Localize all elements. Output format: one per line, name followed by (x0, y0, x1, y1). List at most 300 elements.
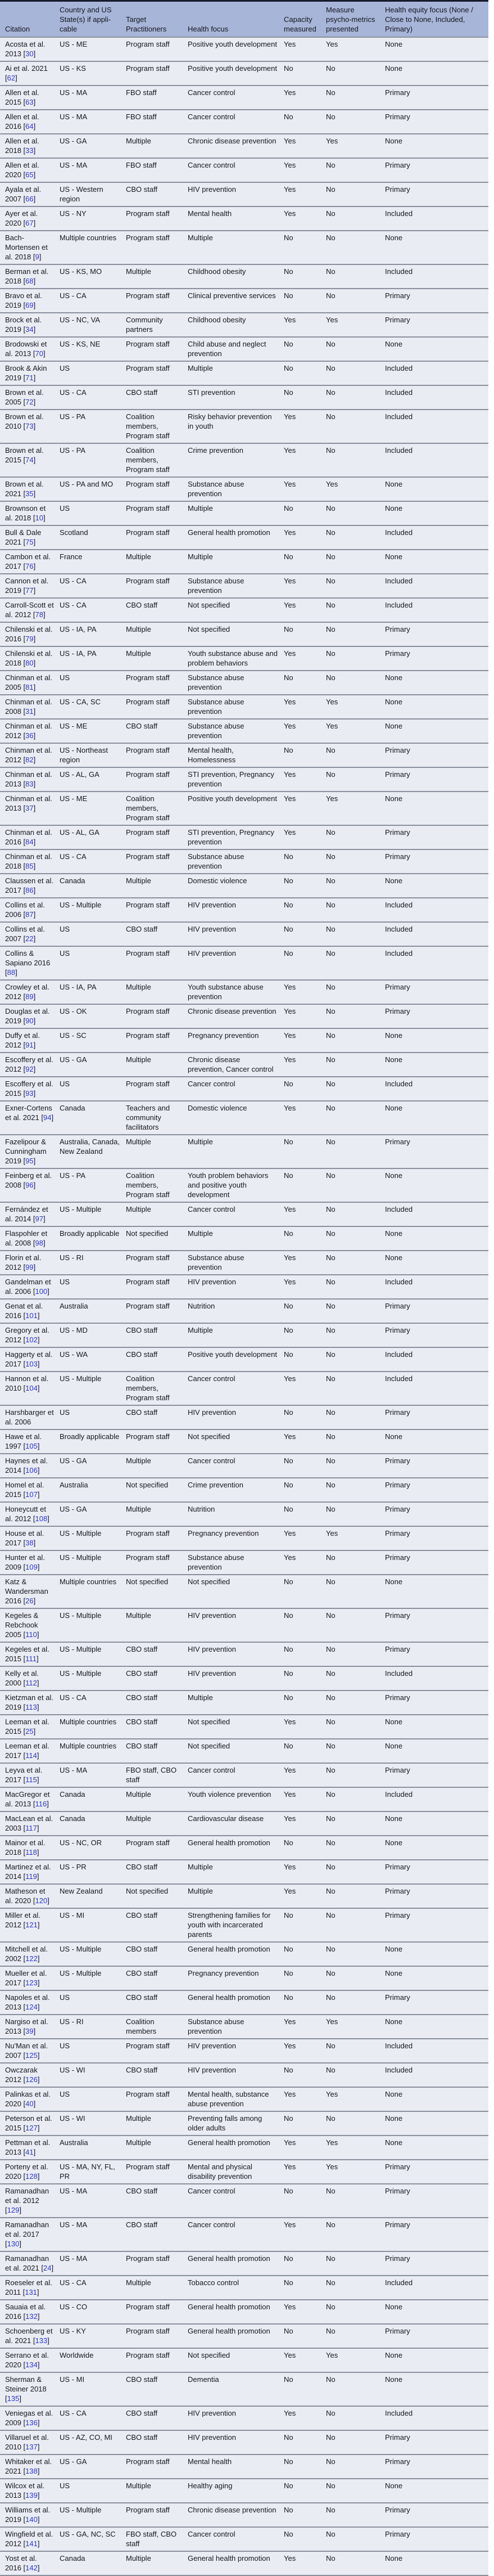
reference-link[interactable]: 120 (35, 1896, 48, 1905)
psychometrics-cell: No (326, 2433, 336, 2442)
country-cell: US - AL, GA (60, 770, 99, 779)
psychometrics-cell: No (326, 1138, 336, 1146)
table-row (0, 2015, 488, 2039)
citation-text: Carroll-Scott et al. 2012 (5, 601, 54, 619)
capacity-cell: Yes (284, 1814, 296, 1823)
capacity-cell: Yes (284, 698, 296, 706)
table-row (0, 231, 488, 264)
reference-link[interactable]: 87 (25, 910, 34, 919)
health-focus-cell: Cancer control (188, 1205, 235, 1213)
reference-link[interactable]: 75 (25, 538, 34, 546)
health-focus-cell: General health promotion (188, 2303, 270, 2311)
psychometrics-cell: No (326, 2530, 336, 2538)
citation-cell (0, 2039, 60, 2063)
reference-link[interactable]: 76 (25, 562, 34, 570)
reference-link[interactable]: 34 (25, 325, 34, 334)
country-cell: Multiple countries (60, 1718, 117, 1726)
citation-ref: [116] (33, 1800, 49, 1808)
reference-link[interactable]: 83 (25, 780, 34, 788)
health-focus-cell: HIV prevention (188, 2066, 236, 2074)
reference-link[interactable]: 117 (25, 1824, 37, 1832)
reference-link[interactable]: 39 (25, 2027, 34, 2035)
column-header-psychometrics: Measure psycho-metrics presented (326, 1, 385, 38)
citation-ref: [41] (23, 2148, 36, 2156)
citation-cell (0, 182, 60, 206)
reference-link[interactable]: 124 (25, 2003, 38, 2011)
country-cell: US - RI (60, 1253, 84, 1262)
capacity-cell: No (284, 1838, 293, 1847)
reference-link[interactable]: 107 (25, 1490, 38, 1499)
citation-cell (0, 1429, 60, 1454)
reference-link[interactable]: 67 (25, 219, 34, 227)
table-row (0, 767, 488, 792)
reference-link[interactable]: 137 (25, 2443, 38, 2451)
country-cell: US - NC, VA (60, 316, 100, 324)
health-focus-cell: Pregnancy prevention (188, 1031, 259, 1040)
equity-cell: Included (385, 1374, 413, 1383)
health-focus-cell: Childhood obesity (188, 267, 246, 276)
health-focus-cell: Cancer control (188, 1374, 235, 1383)
equity-cell: Included (385, 2278, 413, 2287)
country-cell: US - CA, SC (60, 698, 101, 706)
health-focus-cell: Nutrition (188, 1505, 215, 1513)
reference-link[interactable]: 108 (35, 1514, 48, 1523)
reference-link[interactable]: 24 (43, 2264, 52, 2272)
citation-ref: [65] (23, 170, 36, 179)
practitioners-cell: Multiple (126, 267, 151, 276)
citation-cell (0, 695, 60, 719)
psychometrics-cell: No (326, 2481, 336, 2490)
table-row (0, 1202, 488, 1226)
citation-ref: [78] (33, 610, 46, 619)
citation-text: Fernández et al. 2014 (5, 1205, 48, 1223)
table-row (0, 550, 488, 574)
column-header-practitioners: Target Practitioners (126, 1, 188, 38)
table-row (0, 1550, 488, 1575)
practitioners-cell: Program staff (126, 2090, 170, 2098)
citation-ref: [9] (33, 253, 42, 261)
citation-text: Wingfield et al. 2012 (5, 2530, 53, 2548)
citation-cell (0, 134, 60, 158)
country-cell: US - Multiple (60, 1205, 102, 1213)
reference-link[interactable]: 77 (25, 586, 34, 595)
table-header (0, 1, 488, 38)
citation-ref: [102] (23, 1336, 40, 1344)
citation-text: Homel et al. 2015 (5, 1481, 44, 1499)
reference-link[interactable]: 105 (25, 1442, 38, 1450)
reference-link[interactable]: 130 (7, 2240, 20, 2248)
equity-cell: Included (385, 1350, 413, 1359)
reference-link[interactable]: 70 (35, 349, 43, 358)
country-cell: US - PA and MO (60, 480, 114, 488)
health-focus-cell: Substance abuse prevention (188, 1553, 244, 1571)
reference-link[interactable]: 118 (25, 1848, 37, 1856)
citation-cell (0, 1942, 60, 1966)
reference-link[interactable]: 100 (35, 1287, 48, 1296)
capacity-cell: Yes (284, 2351, 296, 2359)
header-row (0, 1, 488, 38)
reference-link[interactable]: 96 (25, 1181, 34, 1189)
citation-text: Gregory et al. 2012 (5, 1326, 49, 1344)
capacity-cell: No (284, 925, 293, 933)
citation-text: Porteny et al. 2020 (5, 2163, 48, 2181)
practitioners-cell: Program staff (126, 852, 170, 861)
equity-cell: None (385, 1229, 403, 1238)
reference-link[interactable]: 115 (25, 1775, 37, 1784)
country-cell: US - CA (60, 1693, 87, 1702)
citation-text: Brown et al. 2021 (5, 480, 44, 498)
capacity-cell: Yes (284, 1374, 296, 1383)
health-focus-cell: Positive youth development (188, 64, 277, 73)
reference-link[interactable]: 125 (25, 2051, 38, 2060)
citation-ref: [120] (33, 1896, 49, 1905)
health-focus-cell: HIV prevention (188, 1669, 236, 1678)
reference-link[interactable]: 36 (25, 731, 34, 740)
reference-link[interactable]: 106 (25, 1466, 38, 1474)
reference-link[interactable]: 99 (25, 1263, 34, 1271)
reference-link[interactable]: 64 (25, 122, 34, 131)
health-focus-cell: Chronic disease prevention (188, 137, 277, 145)
equity-cell: Primary (385, 2220, 410, 2229)
equity-cell: Included (385, 412, 413, 421)
citation-cell (0, 743, 60, 767)
citation-text: Chinman et al. 2005 (5, 673, 52, 691)
country-cell: US (60, 2481, 70, 2490)
citation-ref: [90] (23, 1017, 36, 1025)
equity-cell: None (385, 1055, 403, 1064)
reference-link[interactable]: 35 (25, 489, 34, 498)
citation-ref: [122] (23, 1954, 40, 1963)
practitioners-cell: FBO staff (126, 113, 157, 121)
reference-link[interactable]: 73 (25, 422, 34, 430)
citation-ref: [132] (23, 2312, 40, 2321)
table-row (0, 182, 488, 206)
reference-link[interactable]: 79 (25, 635, 34, 643)
capacity-cell: No (284, 876, 293, 885)
equity-cell: Included (385, 2409, 413, 2417)
reference-link[interactable]: 95 (25, 1157, 34, 1165)
reference-link[interactable]: 111 (25, 1655, 37, 1663)
reference-link[interactable]: 37 (25, 804, 34, 812)
country-cell: US - GA (60, 1505, 87, 1513)
health-focus-cell: Not specified (188, 1718, 230, 1726)
country-cell: US (60, 1408, 70, 1417)
health-focus-cell: Cancer control (188, 2530, 235, 2538)
capacity-cell: Yes (284, 1863, 296, 1871)
psychometrics-cell: No (326, 1969, 336, 1977)
citation-cell (0, 1763, 60, 1787)
reference-link[interactable]: 104 (25, 1384, 38, 1392)
citation-text: Chilenski et al. 2016 (5, 625, 53, 643)
reference-link[interactable]: 85 (25, 862, 34, 870)
reference-link[interactable]: 122 (25, 1954, 38, 1963)
country-cell: US - Multiple (60, 901, 102, 909)
reference-link[interactable]: 93 (25, 1089, 34, 1098)
health-focus-cell: Multiple (188, 504, 213, 512)
reference-link[interactable]: 101 (25, 1311, 38, 1320)
citation-ref: [141] (23, 2539, 40, 2548)
reference-link[interactable]: 126 (25, 2075, 38, 2084)
country-cell: Canada (60, 1814, 85, 1823)
reference-link[interactable]: 66 (25, 195, 34, 203)
citation-cell (0, 2406, 60, 2430)
psychometrics-cell: No (326, 2506, 336, 2514)
equity-cell: Primary (385, 625, 410, 633)
equity-cell: Primary (385, 2457, 410, 2466)
psychometrics-cell: No (326, 1104, 336, 1112)
reference-link[interactable]: 128 (25, 2172, 38, 2181)
citation-ref: [127] (23, 2124, 40, 2132)
country-cell: US - MI (60, 1911, 85, 1919)
equity-cell: Primary (385, 1993, 410, 2002)
capacity-cell: Yes (284, 88, 296, 97)
citation-text: Gandelman et al. 2006 (5, 1278, 51, 1296)
reference-link[interactable]: 82 (25, 756, 34, 764)
table-row (0, 1502, 488, 1526)
reference-link[interactable]: 109 (25, 1563, 38, 1571)
reference-link[interactable]: 63 (25, 98, 34, 106)
reference-link[interactable]: 98 (35, 1239, 43, 1247)
psychometrics-cell: No (326, 1911, 336, 1919)
equity-cell: None (385, 1031, 403, 1040)
citation-cell (0, 86, 60, 110)
citation-cell (0, 980, 60, 1004)
equity-cell: None (385, 1969, 403, 1977)
citation-ref: [97] (33, 1215, 46, 1223)
reference-link[interactable]: 139 (25, 2491, 38, 2499)
table-row (0, 1739, 488, 1763)
citation-cell (0, 1502, 60, 1526)
practitioners-cell: Program staff (126, 2327, 170, 2335)
practitioners-cell: Multiple (126, 2481, 151, 2490)
citation-text: Chinman et al. 2008 (5, 698, 52, 716)
equity-cell: Primary (385, 2187, 410, 2195)
citation-text: Fazelipour & Cunningham 2019 (5, 1138, 47, 1165)
psychometrics-cell: No (326, 64, 336, 73)
reference-link[interactable]: 114 (25, 1751, 37, 1760)
table-row (0, 37, 488, 61)
capacity-cell: No (284, 1611, 293, 1620)
equity-cell: Included (385, 364, 413, 372)
reference-link[interactable]: 140 (25, 2515, 38, 2524)
capacity-cell: No (284, 673, 293, 682)
citation-ref: [83] (23, 780, 36, 788)
citation-text: Duffy et al. 2012 (5, 1031, 40, 1049)
reference-link[interactable]: 25 (25, 1727, 34, 1736)
practitioners-cell: Program staff (126, 1278, 170, 1286)
capacity-cell: No (284, 852, 293, 861)
psychometrics-cell: No (326, 340, 336, 348)
reference-link[interactable]: 84 (25, 838, 34, 846)
citation-text: Bull & Dale 2021 (5, 528, 42, 546)
practitioners-cell: Coalition members, Program staff (126, 446, 170, 474)
citation-ref: [87] (23, 910, 36, 919)
reference-link[interactable]: 30 (25, 50, 34, 58)
table-row (0, 1226, 488, 1251)
reference-link[interactable]: 62 (7, 74, 16, 82)
equity-cell: Primary (385, 649, 410, 658)
psychometrics-cell: No (326, 552, 336, 561)
reference-link[interactable]: 78 (35, 610, 43, 619)
health-focus-cell: Not specified (188, 625, 230, 633)
psychometrics-cell: No (326, 852, 336, 861)
psychometrics-cell: No (326, 388, 336, 397)
practitioners-cell: CBO staff (126, 1350, 158, 1359)
country-cell: US - MA (60, 161, 88, 169)
reference-link[interactable]: 102 (25, 1336, 38, 1344)
psychometrics-cell: No (326, 1253, 336, 1262)
reference-link[interactable]: 71 (25, 374, 34, 382)
reference-link[interactable]: 38 (25, 1539, 34, 1547)
equity-cell: None (385, 233, 403, 242)
reference-link[interactable]: 9 (35, 253, 39, 261)
reference-link[interactable]: 26 (25, 1597, 34, 1605)
table-row (0, 1526, 488, 1550)
equity-cell: Primary (385, 1611, 410, 1620)
psychometrics-cell: No (326, 2409, 336, 2417)
citation-text: Nu'Man et al. 2007 (5, 2042, 48, 2060)
capacity-cell: No (284, 746, 293, 754)
country-cell: US (60, 1993, 70, 2002)
practitioners-cell: Multiple (126, 137, 151, 145)
table-row (0, 1168, 488, 1202)
reference-link[interactable]: 129 (7, 2206, 20, 2214)
capacity-cell: Yes (284, 722, 296, 730)
reference-link[interactable]: 80 (25, 659, 34, 667)
reference-link[interactable]: 127 (25, 2124, 38, 2132)
health-focus-cell: STI prevention, Pregnancy prevention (188, 770, 274, 788)
citation-ref: [103] (23, 1360, 40, 1368)
reference-link[interactable]: 31 (25, 707, 34, 716)
reference-link[interactable]: 136 (25, 2418, 38, 2427)
capacity-cell: No (284, 1326, 293, 1334)
reference-link[interactable]: 110 (25, 1630, 37, 1639)
reference-link[interactable]: 81 (25, 683, 34, 691)
reference-link[interactable]: 90 (25, 1017, 34, 1025)
citation-cell (0, 1575, 60, 1608)
reference-link[interactable]: 41 (25, 2148, 34, 2156)
reference-link[interactable]: 121 (25, 1921, 38, 1929)
equity-cell: None (385, 504, 403, 512)
equity-cell: Primary (385, 1529, 410, 1537)
capacity-cell: No (284, 552, 293, 561)
health-focus-cell: Cancer control (188, 113, 235, 121)
reference-link[interactable]: 86 (25, 886, 34, 894)
citation-cell (0, 1787, 60, 1811)
reference-link[interactable]: 92 (25, 1065, 34, 1073)
capacity-cell: Yes (284, 2220, 296, 2229)
reference-link[interactable]: 138 (25, 2467, 38, 2475)
psychometrics-cell: Yes (326, 480, 338, 488)
psychometrics-cell: No (326, 185, 336, 194)
reference-link[interactable]: 94 (43, 1113, 52, 1122)
citation-text: Owczarak 2012 (5, 2066, 38, 2084)
citation-ref: [71] (23, 374, 36, 382)
psychometrics-cell: No (326, 2554, 336, 2562)
citation-cell (0, 2551, 60, 2575)
citation-cell (0, 2218, 60, 2251)
psychometrics-cell: No (326, 2327, 336, 2335)
reference-link[interactable]: 97 (35, 1215, 43, 1223)
citation-cell (0, 477, 60, 501)
citation-text: Crowley et al. 2012 (5, 983, 49, 1001)
reference-link[interactable]: 142 (25, 2564, 38, 2572)
equity-cell: None (385, 2138, 403, 2147)
equity-cell: Included (385, 1080, 413, 1088)
reference-link[interactable]: 141 (25, 2539, 38, 2548)
reference-link[interactable]: 116 (35, 1800, 47, 1808)
reference-link[interactable]: 131 (25, 2288, 37, 2296)
psychometrics-cell: No (326, 113, 336, 121)
reference-link[interactable]: 103 (25, 1360, 38, 1368)
health-focus-cell: General health promotion (188, 2254, 270, 2263)
reference-link[interactable]: 22 (25, 934, 34, 943)
practitioners-cell: Not specified (126, 1577, 169, 1586)
citation-text: Ai et al. 2021 (5, 64, 48, 73)
reference-link[interactable]: 10 (35, 514, 43, 522)
psychometrics-cell: No (326, 1577, 336, 1586)
citation-cell (0, 1990, 60, 2015)
reference-link[interactable]: 74 (25, 456, 34, 464)
equity-cell: None (385, 40, 403, 48)
reference-link[interactable]: 69 (25, 301, 34, 309)
table-row (0, 410, 488, 443)
citation-ref: [125] (23, 2051, 40, 2060)
reference-link[interactable]: 134 (25, 2361, 38, 2369)
reference-link[interactable]: 133 (35, 2336, 48, 2345)
country-cell: US - CA (60, 601, 87, 609)
psychometrics-cell: No (326, 1669, 336, 1678)
reference-link[interactable]: 132 (25, 2312, 38, 2321)
reference-link[interactable]: 135 (7, 2394, 20, 2403)
psychometrics-cell: No (326, 1693, 336, 1702)
reference-link[interactable]: 72 (25, 398, 34, 406)
country-cell: US - PA (60, 446, 85, 455)
reference-link[interactable]: 33 (25, 146, 34, 155)
table-row (0, 385, 488, 410)
practitioners-cell: CBO staff (126, 2066, 158, 2074)
country-cell: New Zealand (60, 1887, 103, 1895)
psychometrics-cell: No (326, 1766, 336, 1774)
reference-link[interactable]: 119 (25, 1872, 37, 1881)
reference-link[interactable]: 40 (25, 2100, 34, 2108)
reference-link[interactable]: 123 (25, 1979, 38, 1987)
citation-cell (0, 1966, 60, 1990)
country-cell: US - WI (60, 2114, 85, 2123)
practitioners-cell: Not specified (126, 1229, 169, 1238)
country-cell: US (60, 673, 70, 682)
psychometrics-cell: Yes (326, 316, 338, 324)
table-row (0, 1884, 488, 1908)
psychometrics-cell: No (326, 2187, 336, 2195)
reference-link[interactable]: 113 (25, 1703, 37, 1711)
capacity-cell: No (284, 1350, 293, 1359)
equity-cell: None (385, 1718, 403, 1726)
reference-link[interactable]: 91 (25, 1041, 34, 1049)
reference-link[interactable]: 65 (25, 170, 34, 179)
country-cell: US (60, 949, 70, 957)
reference-link[interactable]: 112 (25, 1679, 37, 1687)
table-row (0, 1135, 488, 1168)
equity-cell: None (385, 552, 403, 561)
capacity-cell: No (284, 233, 293, 242)
country-cell: US - MD (60, 1326, 88, 1334)
reference-link[interactable]: 88 (7, 968, 16, 977)
citation-text: Chinman et al. 2013 (5, 770, 52, 788)
psychometrics-cell: No (326, 364, 336, 372)
reference-link[interactable]: 89 (25, 992, 34, 1001)
reference-link[interactable]: 68 (25, 277, 34, 285)
